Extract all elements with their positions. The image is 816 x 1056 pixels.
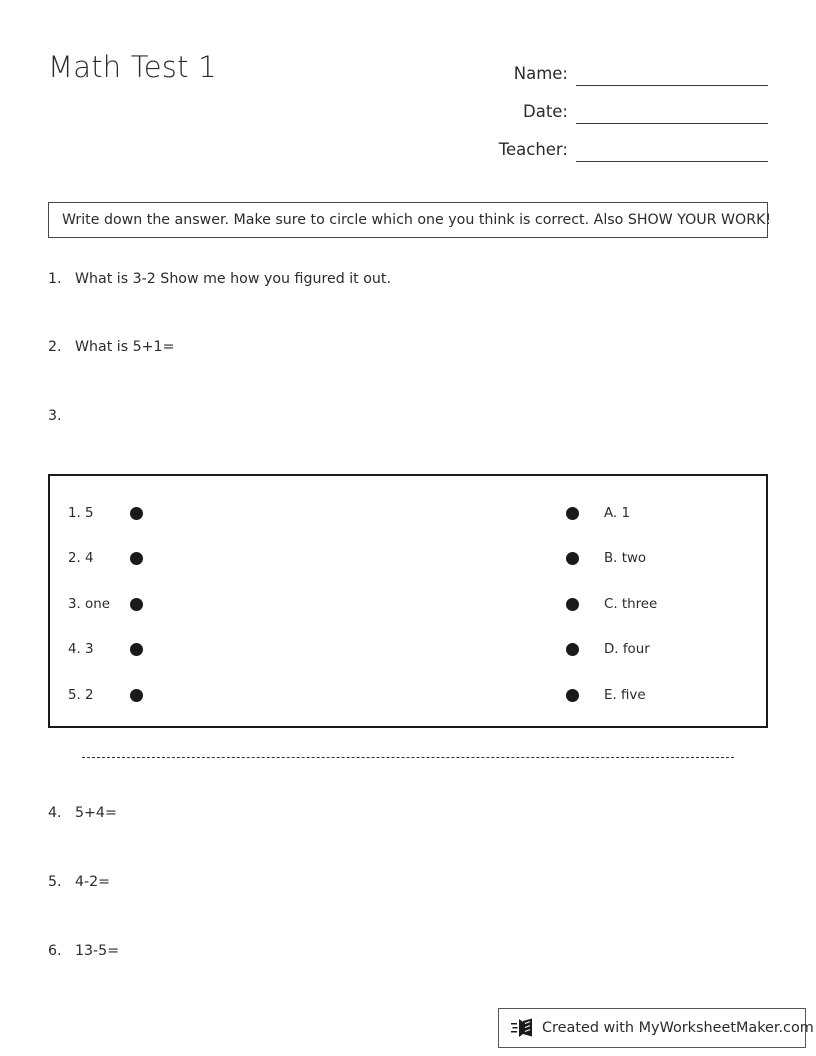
- matching-left-label-1: 1. 5: [68, 505, 94, 521]
- question-number-6: 6.: [48, 943, 62, 959]
- matching-right-label-d: D. four: [604, 641, 650, 657]
- question-text-1: What is 3-2 Show me how you figured it out.: [75, 271, 391, 287]
- date-field-label: Date:: [523, 102, 568, 121]
- question-number-1: 1.: [48, 271, 62, 287]
- question-number-5: 5.: [48, 874, 62, 890]
- matching-left-item-2[interactable]: [68, 548, 398, 568]
- instruction-box: [48, 202, 772, 238]
- question-item-5: [48, 874, 110, 890]
- field-row-teacher: [468, 124, 768, 162]
- matching-right-column: [406, 476, 766, 726]
- question-number-4: 4.: [48, 805, 62, 821]
- matching-left-label-3: 3. one: [68, 596, 110, 612]
- question-item-2: [48, 339, 174, 355]
- worksheet-header: [0, 0, 816, 180]
- dashed-separator: [82, 757, 734, 758]
- instruction-text: Write down the answer. Make sure to circle which one you think is correct. Also SHOW YOUR WORK!: [62, 212, 772, 228]
- field-row-date: [468, 86, 768, 124]
- matching-left-column: [50, 476, 410, 726]
- matching-dot-icon[interactable]: [130, 552, 143, 565]
- matching-dot-icon[interactable]: [566, 689, 579, 702]
- matching-right-label-b: B. two: [604, 550, 647, 566]
- worksheet-maker-badge-text: Created with MyWorksheetMaker.com: [542, 1020, 814, 1036]
- question-text-4: 5+4=: [75, 805, 117, 821]
- matching-exercise-box: [48, 474, 768, 728]
- matching-left-item-5[interactable]: [68, 685, 398, 705]
- matching-right-item-b[interactable]: [566, 548, 766, 568]
- date-field-input[interactable]: [576, 101, 768, 124]
- matching-right-item-e[interactable]: [566, 685, 766, 705]
- question-text-5: 4-2=: [75, 874, 111, 890]
- matching-dot-icon[interactable]: [566, 598, 579, 611]
- matching-right-item-d[interactable]: [566, 639, 766, 659]
- worksheet-maker-logo-icon: [511, 1016, 537, 1040]
- teacher-field-label: Teacher:: [498, 140, 568, 159]
- matching-right-label-a: A. 1: [604, 505, 630, 521]
- matching-dot-icon[interactable]: [130, 689, 143, 702]
- question-text-2: What is 5+1=: [75, 339, 175, 355]
- matching-dot-icon[interactable]: [130, 598, 143, 611]
- matching-right-item-a[interactable]: [566, 503, 766, 523]
- field-row-name: [468, 48, 768, 86]
- name-field-input[interactable]: [576, 63, 768, 86]
- page-title: Math Test 1: [48, 50, 217, 84]
- question-item-1: [48, 271, 391, 287]
- student-info-fields: [468, 48, 768, 162]
- matching-left-label-5: 5. 2: [68, 687, 94, 703]
- teacher-field-input[interactable]: [576, 139, 768, 162]
- matching-left-label-4: 4. 3: [68, 641, 94, 657]
- matching-dot-icon[interactable]: [130, 643, 143, 656]
- matching-left-label-2: 2. 4: [68, 550, 94, 566]
- matching-right-label-e: E. five: [604, 687, 646, 703]
- matching-left-item-1[interactable]: [68, 503, 398, 523]
- question-text-6: 13-5=: [75, 943, 120, 959]
- question-item-3: [48, 408, 75, 424]
- matching-dot-icon[interactable]: [566, 507, 579, 520]
- question-item-4: [48, 805, 117, 821]
- matching-dot-icon[interactable]: [566, 552, 579, 565]
- question-item-6: [48, 943, 119, 959]
- question-number-2: 2.: [48, 339, 62, 355]
- name-field-label: Name:: [513, 64, 568, 83]
- matching-right-item-c[interactable]: [566, 594, 766, 614]
- matching-dot-icon[interactable]: [566, 643, 579, 656]
- matching-right-label-c: C. three: [604, 596, 658, 612]
- matching-left-item-3[interactable]: [68, 594, 398, 614]
- question-number-3: 3.: [48, 408, 62, 424]
- matching-left-item-4[interactable]: [68, 639, 398, 659]
- matching-dot-icon[interactable]: [130, 507, 143, 520]
- worksheet-maker-badge[interactable]: [498, 1008, 814, 1048]
